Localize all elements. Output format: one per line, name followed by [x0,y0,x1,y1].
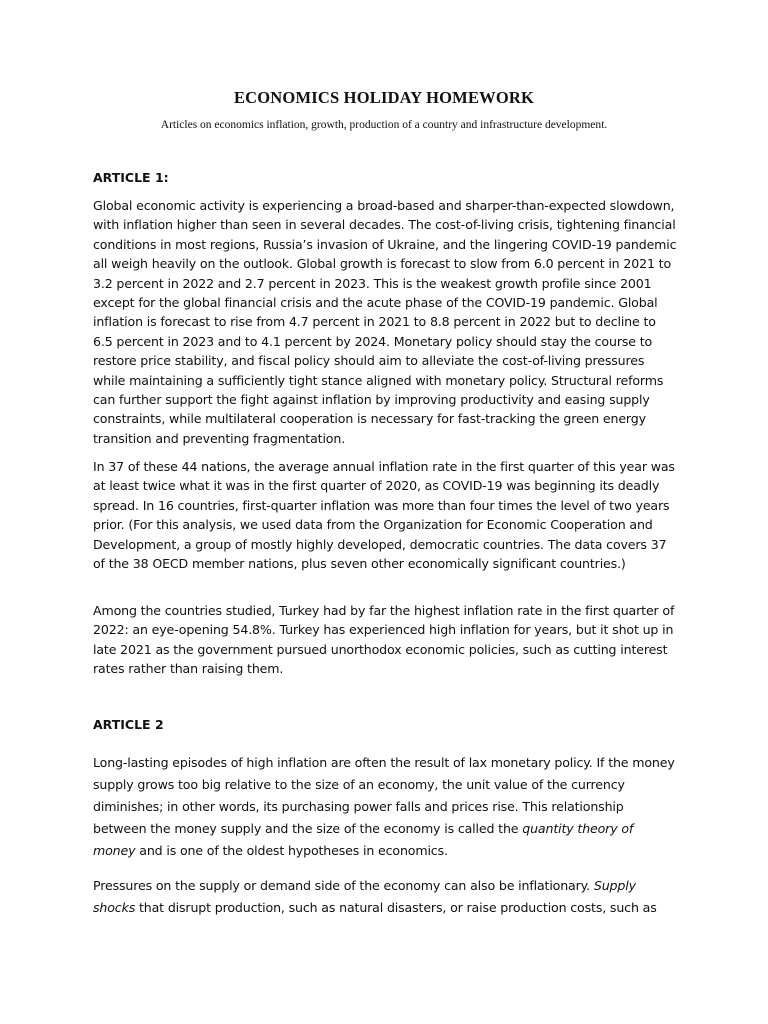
article-2-heading: ARTICLE 2 [93,717,164,732]
quantity-theory-term: quantity theory of money [93,821,634,858]
document-subtitle: Articles on economics inflation, growth, production of a country and infrastructure development. [160,119,608,131]
article-2-paragraph-2-text: Pressures on the supply or demand side of the economy can also be inflationary. [93,878,594,893]
article-1-paragraph-1: Global economic activity is experiencing a broad-based and sharper-than-expected slowdown, with inflation higher than seen in several decades. The cost-of-living crisis, tightening financial conditions in most regions, Russia’s invasion of Ukraine, and the lingering COVID-19 pandemic all weigh heavily on the outlook. Global growth is forecast to slow from 6.0 percent in 2021 to 3.2 percent in 2022 and 2.7 percent in 2023. This is the weakest growth profile since 2001 except for the global financial crisis and the acute phase of the COVID-19 pandemic. Global inflation is forecast to rise from 4.7 percent in 2021 to 8.8 percent in 2022 but to decline to 6.5 percent in 2023 and to 4.1 percent by 2024. Monetary policy should stay the course to restore price stability, and fiscal policy should aim to alleviate the cost-of-living pressures while maintaining a sufficiently tight stance aligned with monetary policy. Structural reforms can further support the fight against inflation by improving productivity and easing supply constraints, while multilateral cooperation is necessary for fast-tracking the green energy transition and preventing fragmentation. [93,198,677,446]
article-2-paragraph-1-text: Long-lasting episodes of high inflation are often the result of lax monetary policy. If the money supply grows too big relative to the size of an economy, the unit value of the currency diminishes; in other words, its purchasing power falls and prices rise. This relationship between the money supply and the size of the economy is called the [93,755,675,836]
article-2-paragraph-2-tail: that disrupt production, such as natural disasters, or raise production costs, such as [135,900,657,915]
document-title: ECONOMICS HOLIDAY HOMEWORK [233,88,535,107]
article-2-paragraph-1-tail: and is one of the oldest hypotheses in economics. [135,843,448,858]
article-1-paragraph-2: In 37 of these 44 nations, the average annual inflation rate in the first quarter of this year was at least twice what it was in the first quarter of 2020, as COVID-19 was beginning its deadly spread. In 16 countries, first-quarter inflation was more than four times the level of two years prior. (For this analysis, we used data from the Organization for Economic Cooperation and Development, a group of mostly highly developed, democratic countries. The data covers 37 of the 38 OECD member nations, plus seven other economically significant countries.) [93,459,675,572]
article-1-paragraph-3: Among the countries studied, Turkey had by far the highest inflation rate in the first quarter of 2022: an eye-opening 54.8%. Turkey has experienced high inflation for years, but it shot up in late 2021 as the government pursued unorthodox economic policies, such as cutting interest rates rather than raising them. [93,603,675,677]
article-1-heading: ARTICLE 1: [93,170,169,185]
article-2-paragraph-2 [93,875,678,919]
supply-shocks-term: Supply shocks [93,878,636,915]
article-2-paragraph-1 [93,752,678,862]
